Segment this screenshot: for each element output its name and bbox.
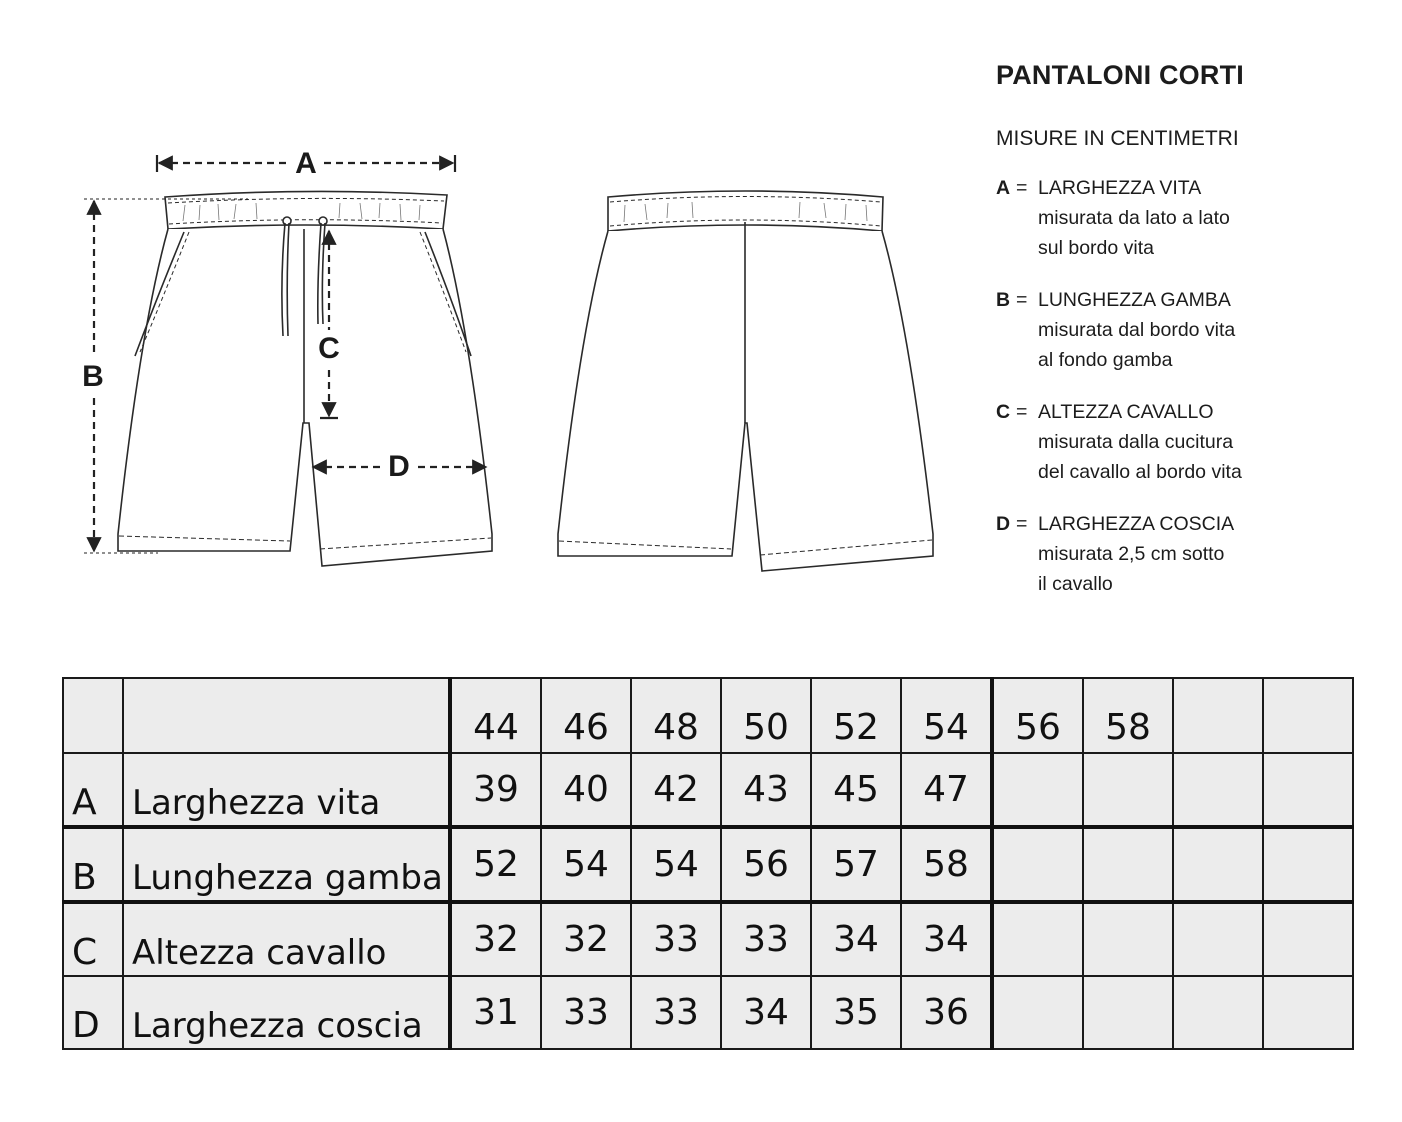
table-cell: 34 <box>901 902 992 976</box>
shorts-technical-drawing <box>0 0 960 640</box>
row-label: Lunghezza gamba <box>123 827 450 902</box>
table-row <box>63 976 1353 1049</box>
table-cell: 58 <box>901 827 992 902</box>
shorts-back-view <box>558 191 933 571</box>
legend-description: misurata da lato a lato <box>1038 207 1230 229</box>
row-label: Larghezza coscia <box>123 976 450 1049</box>
table-cell: 35 <box>811 976 901 1049</box>
legend-description: sul bordo vita <box>1038 237 1154 259</box>
page-title: PANTALONI CORTI <box>996 60 1244 90</box>
table-cell <box>992 827 1083 902</box>
table-cell <box>1173 753 1263 827</box>
legend-description: misurata dal bordo vita <box>1038 319 1236 341</box>
legend-entry-c <box>996 397 1386 487</box>
table-cell: 42 <box>631 753 721 827</box>
table-cell: 57 <box>811 827 901 902</box>
table-cell: 32 <box>450 902 541 976</box>
table-cell: 36 <box>901 976 992 1049</box>
legend-equals: = <box>1016 513 1028 535</box>
table-cell <box>1083 827 1173 902</box>
legend-equals: = <box>1016 177 1028 199</box>
table-row <box>63 902 1353 976</box>
size-chart-table <box>62 677 1354 1050</box>
size-header: 50 <box>721 678 811 753</box>
table-row <box>63 827 1353 902</box>
table-cell: 45 <box>811 753 901 827</box>
row-letter: C <box>63 902 123 976</box>
table-cell: 33 <box>631 976 721 1049</box>
table-cell <box>1173 902 1263 976</box>
dimension-d-label: D <box>388 449 410 483</box>
size-header: 52 <box>811 678 901 753</box>
table-cell: 43 <box>721 753 811 827</box>
table-cell: 54 <box>541 827 631 902</box>
table-row <box>63 753 1353 827</box>
table-cell <box>992 902 1083 976</box>
table-cell <box>1173 976 1263 1049</box>
row-letter: D <box>63 976 123 1049</box>
size-header: 46 <box>541 678 631 753</box>
size-header <box>1173 678 1263 753</box>
legend-key: B <box>996 289 1011 311</box>
shorts-front-view <box>118 191 492 566</box>
table-cell: 34 <box>721 976 811 1049</box>
legend-entry-a <box>996 173 1386 263</box>
size-header: 44 <box>450 678 541 753</box>
legend-description: il cavallo <box>1038 573 1113 595</box>
row-label: Altezza cavallo <box>123 902 450 976</box>
legend-description: al fondo gamba <box>1038 349 1173 371</box>
table-cell <box>1263 827 1353 902</box>
table-cell: 32 <box>541 902 631 976</box>
table-cell <box>992 753 1083 827</box>
legend-equals: = <box>1016 401 1028 423</box>
legend-entry-name: LARGHEZZA VITA <box>1038 177 1202 199</box>
measurement-legend <box>996 60 1386 599</box>
legend-entry-name: ALTEZZA CAVALLO <box>1038 401 1214 423</box>
table-cell: 34 <box>811 902 901 976</box>
table-cell: 56 <box>721 827 811 902</box>
row-label: Larghezza vita <box>123 753 450 827</box>
size-header: 48 <box>631 678 721 753</box>
legend-entry-b <box>996 285 1386 375</box>
table-cell <box>1263 753 1353 827</box>
header-corner-cell <box>63 678 123 753</box>
table-cell <box>1263 976 1353 1049</box>
table-cell <box>1083 902 1173 976</box>
table-cell: 33 <box>721 902 811 976</box>
table-cell: 31 <box>450 976 541 1049</box>
size-header: 54 <box>901 678 992 753</box>
legend-key: C <box>996 401 1011 423</box>
dimension-c-label: C <box>318 331 340 365</box>
legend-entry-d <box>996 509 1386 599</box>
table-cell: 40 <box>541 753 631 827</box>
size-header: 56 <box>992 678 1083 753</box>
legend-description: misurata dalla cucitura <box>1038 431 1234 453</box>
legend-description: del cavallo al bordo vita <box>1038 461 1242 483</box>
table-cell <box>992 976 1083 1049</box>
table-cell <box>1173 827 1263 902</box>
table-cell <box>1083 753 1173 827</box>
dimension-b-label: B <box>82 359 104 393</box>
dimension-a-label: A <box>295 146 317 180</box>
table-cell: 54 <box>631 827 721 902</box>
legend-equals: = <box>1016 289 1028 311</box>
table-cell: 52 <box>450 827 541 902</box>
table-header-row <box>63 678 1353 753</box>
legend-key: D <box>996 513 1011 535</box>
table-cell: 47 <box>901 753 992 827</box>
row-letter: B <box>63 827 123 902</box>
legend-entry-name: LARGHEZZA COSCIA <box>1038 513 1235 535</box>
table-cell <box>1263 902 1353 976</box>
legend-description: misurata 2,5 cm sotto <box>1038 543 1225 565</box>
size-header <box>1263 678 1353 753</box>
table-cell <box>1083 976 1173 1049</box>
size-header: 58 <box>1083 678 1173 753</box>
units-subtitle: MISURE IN CENTIMETRI <box>996 127 1239 150</box>
row-letter: A <box>63 753 123 827</box>
header-label-cell <box>123 678 450 753</box>
table-cell: 33 <box>631 902 721 976</box>
legend-key: A <box>996 177 1011 199</box>
legend-entry-name: LUNGHEZZA GAMBA <box>1038 289 1231 311</box>
table-cell: 39 <box>450 753 541 827</box>
table-cell: 33 <box>541 976 631 1049</box>
